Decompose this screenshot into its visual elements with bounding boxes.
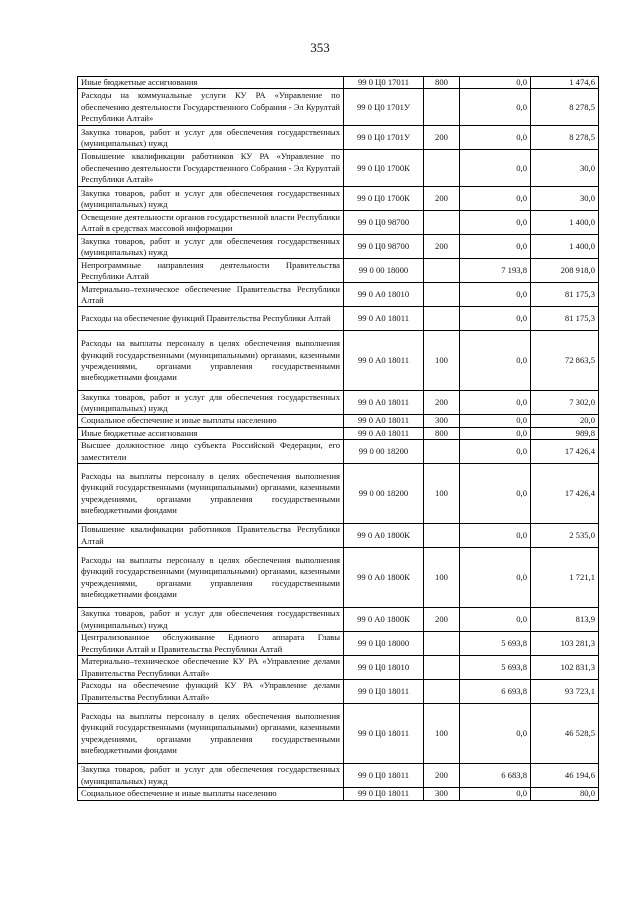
row-type-cell: 200 xyxy=(424,235,460,259)
table-row xyxy=(78,77,599,89)
row-value2-cell: 103 281,3 xyxy=(531,632,599,656)
row-value1-cell: 0,0 xyxy=(460,283,531,307)
row-name-cell: Расходы на обеспечение функций КУ РА «Управление делами Правительства Республики Алтай» xyxy=(78,680,344,704)
row-type-cell xyxy=(424,440,460,464)
table-row xyxy=(78,464,599,524)
table-row xyxy=(78,259,599,283)
row-type-cell: 200 xyxy=(424,391,460,415)
row-type-cell xyxy=(424,524,460,548)
table-row xyxy=(78,440,599,464)
row-name-cell: Расходы на выплаты персоналу в целях обеспечения выполнения функций государственными (муниципальными) органами, казенными учреждениями, органами управления государственными внебюджетными фондами xyxy=(78,548,344,608)
row-type-cell: 200 xyxy=(424,126,460,150)
row-value1-cell: 5 693,8 xyxy=(460,656,531,680)
row-value2-cell: 8 278,5 xyxy=(531,89,599,126)
row-value2-cell: 2 535,0 xyxy=(531,524,599,548)
table-row xyxy=(78,187,599,211)
row-value2-cell: 1 400,0 xyxy=(531,211,599,235)
page-number: 353 xyxy=(310,40,330,55)
table-row xyxy=(78,764,599,788)
row-code-cell: 99 0 А0 18011 xyxy=(344,415,424,427)
row-name-cell: Расходы на коммунальные услуги КУ РА «Управление по обеспечению деятельности Государственного Собрания - Эл Курултай Республики Алтай» xyxy=(78,89,344,126)
row-code-cell: 99 0 А0 1800К xyxy=(344,548,424,608)
row-code-cell: 99 0 Ц0 98700 xyxy=(344,211,424,235)
row-name-cell: Расходы на выплаты персоналу в целях обеспечения выполнения функций государственными (муниципальными) органами, казенными учреждениями, органами управления государственными внебюджетными фондами xyxy=(78,331,344,391)
table-body xyxy=(78,77,599,801)
row-type-cell xyxy=(424,259,460,283)
row-code-cell: 99 0 Ц0 1701У xyxy=(344,89,424,126)
row-type-cell: 100 xyxy=(424,464,460,524)
row-value2-cell: 208 918,0 xyxy=(531,259,599,283)
row-value1-cell: 0,0 xyxy=(460,77,531,89)
row-type-cell: 200 xyxy=(424,187,460,211)
row-type-cell xyxy=(424,283,460,307)
table-row xyxy=(78,235,599,259)
table-row xyxy=(78,548,599,608)
row-value1-cell: 0,0 xyxy=(460,464,531,524)
row-value2-cell: 7 302,0 xyxy=(531,391,599,415)
row-type-cell xyxy=(424,150,460,187)
row-code-cell: 99 0 00 18200 xyxy=(344,464,424,524)
row-type-cell xyxy=(424,307,460,331)
budget-table xyxy=(77,76,599,801)
row-value1-cell: 0,0 xyxy=(460,704,531,764)
row-name-cell: Материально–техническое обеспечение Правительства Республики Алтай xyxy=(78,283,344,307)
row-name-cell: Закупка товаров, работ и услуг для обеспечения государственных (муниципальных) нужд xyxy=(78,608,344,632)
row-type-cell xyxy=(424,680,460,704)
table-row xyxy=(78,89,599,126)
row-type-cell xyxy=(424,211,460,235)
table-row xyxy=(78,126,599,150)
row-name-cell: Расходы на обеспечение функций Правительства Республики Алтай xyxy=(78,307,344,331)
row-value2-cell: 93 723,1 xyxy=(531,680,599,704)
row-type-cell: 100 xyxy=(424,331,460,391)
row-code-cell: 99 0 00 18000 xyxy=(344,259,424,283)
row-value2-cell: 81 175,3 xyxy=(531,307,599,331)
row-code-cell: 99 0 Ц0 98700 xyxy=(344,235,424,259)
row-value2-cell: 1 400,0 xyxy=(531,235,599,259)
row-code-cell: 99 0 Ц0 18011 xyxy=(344,680,424,704)
row-name-cell: Социальное обеспечение и иные выплаты населению xyxy=(78,788,344,800)
row-type-cell: 300 xyxy=(424,788,460,800)
row-code-cell: 99 0 Ц0 18011 xyxy=(344,704,424,764)
row-type-cell: 800 xyxy=(424,77,460,89)
row-name-cell: Закупка товаров, работ и услуг для обеспечения государственных (муниципальных) нужд xyxy=(78,126,344,150)
table-row xyxy=(78,150,599,187)
row-value1-cell: 0,0 xyxy=(460,235,531,259)
row-name-cell: Высшее должностное лицо субъекта Российской Федерации, его заместители xyxy=(78,440,344,464)
row-code-cell: 99 0 А0 18011 xyxy=(344,391,424,415)
row-value1-cell: 5 693,8 xyxy=(460,632,531,656)
table-row xyxy=(78,331,599,391)
row-value1-cell: 6 693,8 xyxy=(460,680,531,704)
table-row xyxy=(78,211,599,235)
row-value2-cell: 30,0 xyxy=(531,150,599,187)
row-code-cell: 99 0 А0 1800К xyxy=(344,524,424,548)
row-name-cell: Закупка товаров, работ и услуг для обеспечения государственных (муниципальных) нужд xyxy=(78,764,344,788)
row-value1-cell: 7 193,8 xyxy=(460,259,531,283)
row-type-cell: 300 xyxy=(424,415,460,427)
table-row xyxy=(78,632,599,656)
row-name-cell: Социальное обеспечение и иные выплаты населению xyxy=(78,415,344,427)
row-value1-cell: 6 683,8 xyxy=(460,764,531,788)
table-row xyxy=(78,307,599,331)
row-code-cell: 99 0 А0 18011 xyxy=(344,331,424,391)
row-value1-cell: 0,0 xyxy=(460,331,531,391)
row-code-cell: 99 0 А0 18011 xyxy=(344,307,424,331)
row-value2-cell: 17 426,4 xyxy=(531,440,599,464)
table-row xyxy=(78,415,599,427)
row-code-cell: 99 0 Ц0 18000 xyxy=(344,632,424,656)
row-name-cell: Расходы на выплаты персоналу в целях обеспечения выполнения функций государственными (муниципальными) органами, казенными учреждениями, органами управления государственными внебюджетными фондами xyxy=(78,464,344,524)
row-code-cell: 99 0 Ц0 17011 xyxy=(344,77,424,89)
row-value2-cell: 46 528,5 xyxy=(531,704,599,764)
row-value2-cell: 102 831,3 xyxy=(531,656,599,680)
row-value2-cell: 1 474,6 xyxy=(531,77,599,89)
row-code-cell: 99 0 А0 18011 xyxy=(344,427,424,439)
row-code-cell: 99 0 Ц0 1700К xyxy=(344,187,424,211)
row-name-cell: Материально–техническое обеспечение КУ РА «Управление делами Правительства Республики Алтай» xyxy=(78,656,344,680)
row-value1-cell: 0,0 xyxy=(460,307,531,331)
row-value2-cell: 17 426,4 xyxy=(531,464,599,524)
table-row xyxy=(78,656,599,680)
row-value1-cell: 0,0 xyxy=(460,440,531,464)
table-row xyxy=(78,608,599,632)
row-value2-cell: 72 863,5 xyxy=(531,331,599,391)
row-code-cell: 99 0 00 18200 xyxy=(344,440,424,464)
row-code-cell: 99 0 А0 18010 xyxy=(344,283,424,307)
row-type-cell xyxy=(424,656,460,680)
table-row xyxy=(78,524,599,548)
row-code-cell: 99 0 Ц0 18010 xyxy=(344,656,424,680)
row-value2-cell: 1 721,1 xyxy=(531,548,599,608)
row-type-cell: 200 xyxy=(424,764,460,788)
row-name-cell: Иные бюджетные ассигнования xyxy=(78,427,344,439)
row-code-cell: 99 0 А0 1800К xyxy=(344,608,424,632)
row-code-cell: 99 0 Ц0 18011 xyxy=(344,764,424,788)
row-type-cell: 100 xyxy=(424,548,460,608)
row-value2-cell: 989,8 xyxy=(531,427,599,439)
row-value1-cell: 0,0 xyxy=(460,608,531,632)
row-code-cell: 99 0 Ц0 1700К xyxy=(344,150,424,187)
row-value2-cell: 20,0 xyxy=(531,415,599,427)
row-name-cell: Централизованное обслуживание Единого аппарата Главы Республики Алтай и Правительства Республики Алтай xyxy=(78,632,344,656)
row-value2-cell: 8 278,5 xyxy=(531,126,599,150)
table-row xyxy=(78,704,599,764)
row-name-cell: Непрограммные направления деятельности Правительства Республики Алтай xyxy=(78,259,344,283)
row-value1-cell: 0,0 xyxy=(460,187,531,211)
row-value2-cell: 813,9 xyxy=(531,608,599,632)
table-row xyxy=(78,680,599,704)
row-name-cell: Закупка товаров, работ и услуг для обеспечения государственных (муниципальных) нужд xyxy=(78,391,344,415)
row-name-cell: Освещение деятельности органов государственной власти Республики Алтай в средствах массовой информации xyxy=(78,211,344,235)
row-name-cell: Повышение квалификации работников КУ РА «Управление по обеспечению деятельности Государственного Собрания - Эл Курултай Республики Алтай» xyxy=(78,150,344,187)
table-row xyxy=(78,427,599,439)
row-value1-cell: 0,0 xyxy=(460,211,531,235)
row-value2-cell: 81 175,3 xyxy=(531,283,599,307)
row-value1-cell: 0,0 xyxy=(460,391,531,415)
row-code-cell: 99 0 Ц0 18011 xyxy=(344,788,424,800)
row-type-cell xyxy=(424,89,460,126)
row-name-cell: Расходы на выплаты персоналу в целях обеспечения выполнения функций государственными (муниципальными) органами, казенными учреждениями, органами управления государственными внебюджетными фондами xyxy=(78,704,344,764)
table-row xyxy=(78,283,599,307)
row-value1-cell: 0,0 xyxy=(460,89,531,126)
row-value1-cell: 0,0 xyxy=(460,427,531,439)
row-value1-cell: 0,0 xyxy=(460,788,531,800)
row-value1-cell: 0,0 xyxy=(460,150,531,187)
row-type-cell: 800 xyxy=(424,427,460,439)
row-name-cell: Закупка товаров, работ и услуг для обеспечения государственных (муниципальных) нужд xyxy=(78,235,344,259)
row-value2-cell: 80,0 xyxy=(531,788,599,800)
row-value1-cell: 0,0 xyxy=(460,548,531,608)
table-row xyxy=(78,391,599,415)
row-value1-cell: 0,0 xyxy=(460,126,531,150)
row-value1-cell: 0,0 xyxy=(460,524,531,548)
row-code-cell: 99 0 Ц0 1701У xyxy=(344,126,424,150)
row-value2-cell: 46 194,6 xyxy=(531,764,599,788)
row-name-cell: Повышение квалификации работников Правительства Республики Алтай xyxy=(78,524,344,548)
table-row xyxy=(78,788,599,800)
row-value1-cell: 0,0 xyxy=(460,415,531,427)
row-type-cell: 200 xyxy=(424,608,460,632)
row-type-cell xyxy=(424,632,460,656)
row-type-cell: 100 xyxy=(424,704,460,764)
row-value2-cell: 30,0 xyxy=(531,187,599,211)
row-name-cell: Иные бюджетные ассигнования xyxy=(78,77,344,89)
row-name-cell: Закупка товаров, работ и услуг для обеспечения государственных (муниципальных) нужд xyxy=(78,187,344,211)
